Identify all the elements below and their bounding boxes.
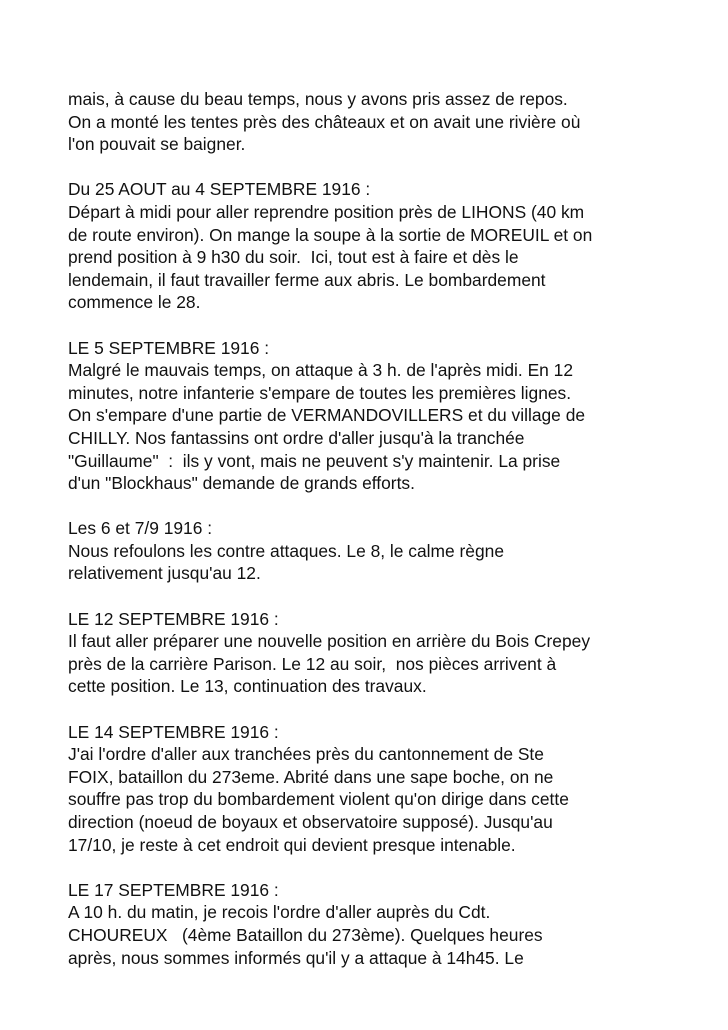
section-heading: LE 14 SEPTEMBRE 1916 : <box>68 721 279 742</box>
section-heading: Du 25 AOUT au 4 SEPTEMBRE 1916 : <box>68 179 371 200</box>
section-heading: LE 17 SEPTEMBRE 1916 : <box>68 879 279 900</box>
text-line: lendemain, il faut travailler ferme aux abris. Le bombardement <box>68 269 546 290</box>
text-line: CHILLY. Nos fantassins ont ordre d'aller jusqu'à la tranchée <box>68 427 525 448</box>
paragraph-gap <box>68 156 668 179</box>
text-line: Nous refoulons les contre attaques. Le 8, le calme règne <box>68 540 504 561</box>
paragraph-gap <box>68 314 668 337</box>
section-heading: LE 12 SEPTEMBRE 1916 : <box>68 608 279 629</box>
text-line: relativement jusqu'au 12. <box>68 563 261 584</box>
text-line: direction (noeud de boyaux et observatoire supposé). Jusqu'au <box>68 812 553 832</box>
text-line: après, nous sommes informés qu'il y a attaque à 14h45. Le <box>68 947 524 968</box>
text-line: minutes, notre infanterie s'empare de toutes les premières lignes. <box>68 382 572 403</box>
document-page <box>68 88 668 969</box>
text-line: mais, à cause du beau temps, nous y avons pris assez de repos. <box>68 89 568 109</box>
text-line: FOIX, bataillon du 273eme. Abrité dans une sape boche, on ne <box>68 766 554 787</box>
paragraph-gap <box>68 698 668 721</box>
text-line: Malgré le mauvais temps, on attaque à 3 h. de l'après midi. En 12 <box>68 360 574 381</box>
text-line: l'on pouvait se baigner. <box>68 134 246 155</box>
text-line: Il faut aller préparer une nouvelle position en arrière du Bois Crepey <box>68 631 591 652</box>
text-line: commence le 28. <box>68 292 201 313</box>
section-heading: LE 5 SEPTEMBRE 1916 : <box>68 337 270 358</box>
text-line: A 10 h. du matin, je recois l'ordre d'aller auprès du Cdt. <box>68 902 491 923</box>
text-line: prend position à 9 h30 du soir. Ici, tout est à faire et dès le <box>68 247 519 268</box>
text-line: On a monté les tentes près des châteaux et on avait une rivière où <box>68 111 581 132</box>
paragraph-gap <box>68 585 668 608</box>
paragraph-gap <box>68 495 668 518</box>
text-line: d'un "Blockhaus" demande de grands efforts. <box>68 473 415 494</box>
text-line: Départ à midi pour aller reprendre position près de LIHONS (40 km <box>68 201 585 222</box>
text-line: CHOUREUX (4ème Bataillon du 273ème). Quelques heures <box>68 924 543 945</box>
section-heading: Les 6 et 7/9 1916 : <box>68 518 213 539</box>
paragraph-gap <box>68 856 668 879</box>
text-line: J'ai l'ordre d'aller aux tranchées près du cantonnement de Ste <box>68 744 544 765</box>
text-line: près de la carrière Parison. Le 12 au soir, nos pièces arrivent à <box>68 653 557 674</box>
text-line: 17/10, je reste à cet endroit qui devient presque intenable. <box>68 834 516 855</box>
text-line: "Guillaume" : ils y vont, mais ne peuvent s'y maintenir. La prise <box>68 450 561 471</box>
text-line: On s'empare d'une partie de VERMANDOVILLERS et du village de <box>68 405 586 426</box>
text-line: de route environ). On mange la soupe à la sortie de MOREUIL et on <box>68 224 593 245</box>
text-line: cette position. Le 13, continuation des travaux. <box>68 676 427 697</box>
text-line: souffre pas trop du bombardement violent qu'on dirige dans cette <box>68 789 569 810</box>
